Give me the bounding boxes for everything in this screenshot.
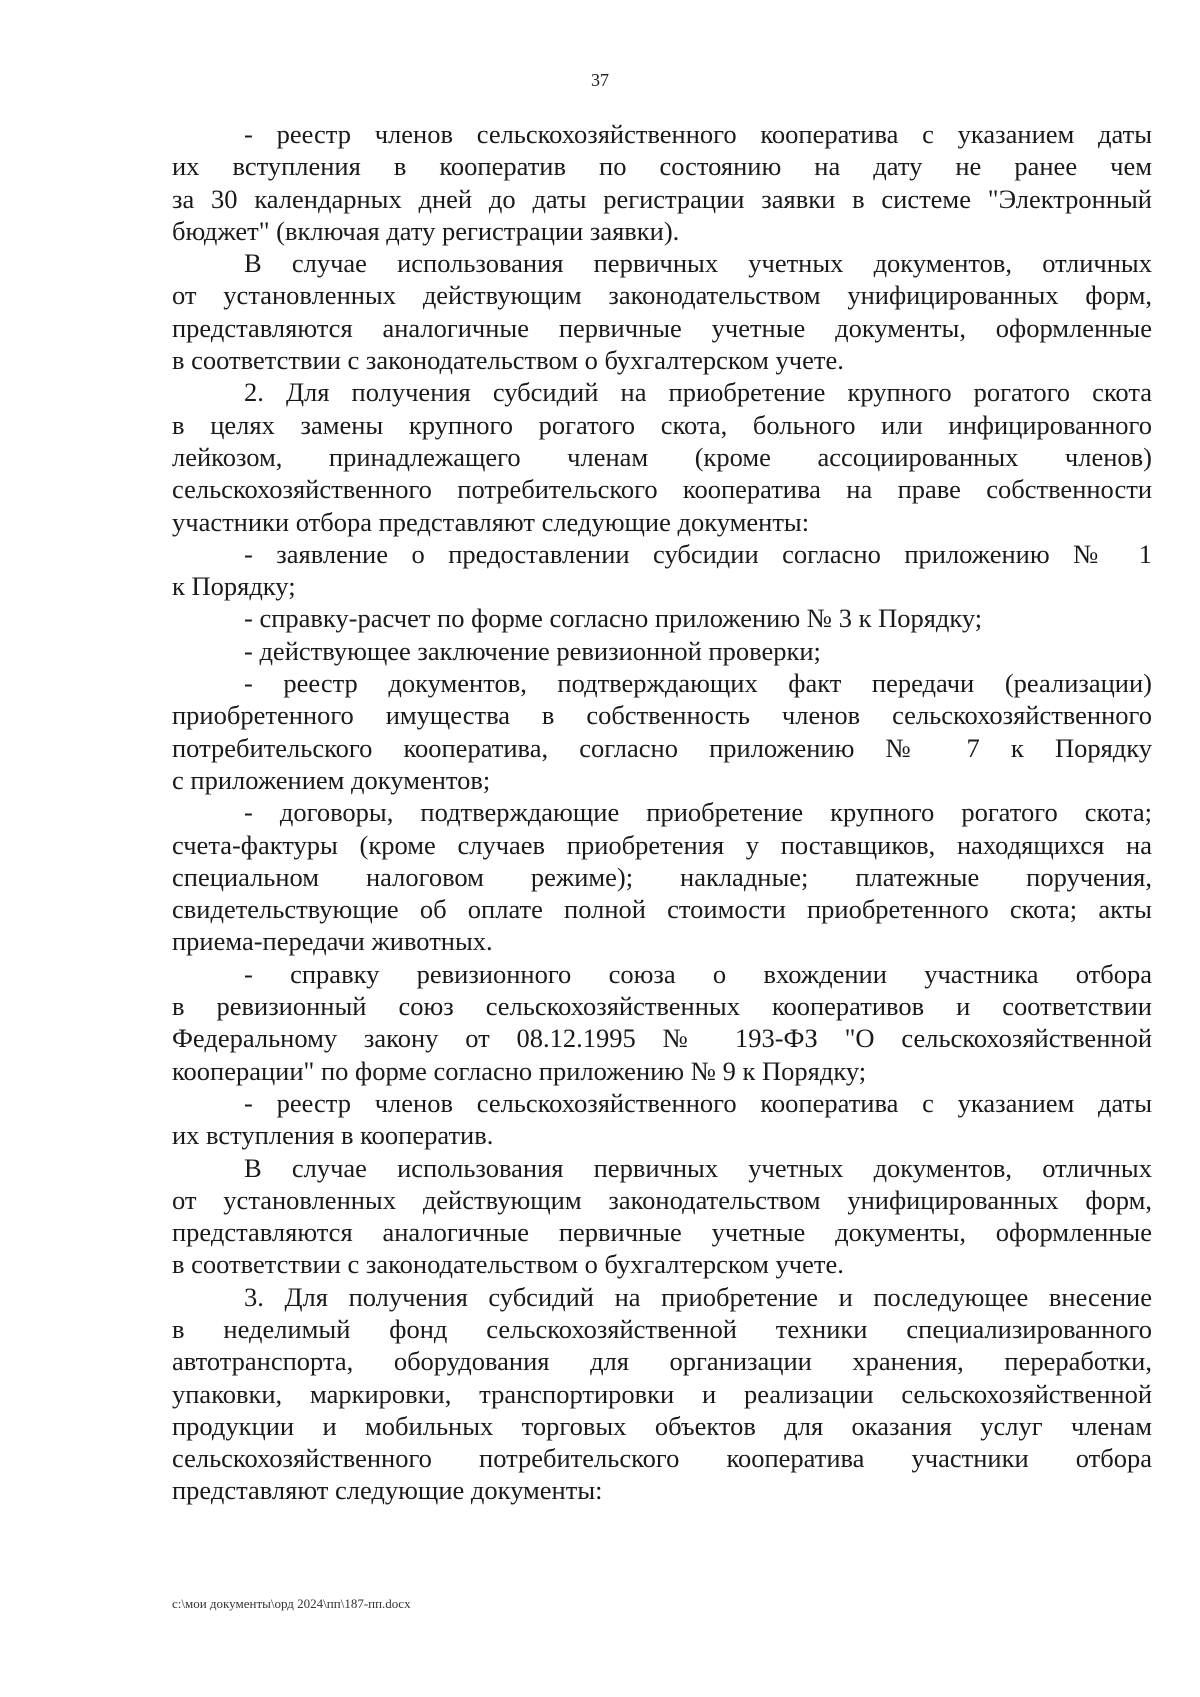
text-line: - реестр членов сельскохозяйственного кооператива с указанием даты: [244, 119, 1152, 149]
text-line: в неделимый фонд сельскохозяйственной техники специализированного: [172, 1313, 1152, 1344]
text-line: в соответствии с законодательством о бухгалтерском учете.: [172, 345, 844, 376]
text-line: потребительского кооператива, согласно приложению № 7 к Порядку: [172, 732, 1152, 763]
text-line: в соответствии с законодательством о бухгалтерском учете.: [172, 1249, 844, 1280]
text-line: автотранспорта, оборудования для организации хранения, переработки,: [172, 1346, 1152, 1377]
text-line: - договоры, подтверждающие приобретение крупного рогатого скота;: [244, 797, 1152, 828]
text-line: лейкозом, принадлежащего членам (кроме ассоциированных членов): [172, 441, 1152, 472]
page-number: 37: [591, 70, 609, 90]
text-line: представляются аналогичные первичные учетные документы, оформленные: [172, 312, 1152, 343]
text-line: - заявление о предоставлении субсидии согласно приложению № 1: [244, 538, 1152, 569]
text-line: Федеральному закону от 08.12.1995 № 193-ФЗ "О сельскохозяйственной: [172, 1023, 1152, 1054]
text-line: представляют следующие документы:: [172, 1475, 603, 1506]
text-line: - справку-расчет по форме согласно приложению № 3 к Порядку;: [244, 603, 983, 634]
text-line: кооперации" по форме согласно приложению № 9 к Порядку;: [172, 1055, 867, 1086]
text-line: их вступления в кооператив по состоянию на дату не ранее чем: [172, 151, 1152, 182]
text-line: к Порядку;: [172, 571, 296, 602]
text-line: их вступления в кооператив.: [172, 1120, 494, 1151]
text-line: с приложением документов;: [172, 764, 491, 795]
text-line: В случае использования первичных учетных документов, отличных: [244, 248, 1152, 279]
text-line: - реестр членов сельскохозяйственного кооператива с указанием даты: [244, 1087, 1152, 1118]
text-line: сельскохозяйственного потребительского кооператива участники отбора: [172, 1443, 1152, 1474]
document-body: [172, 118, 1152, 1507]
text-line: счета-фактуры (кроме случаев приобретения у поставщиков, находящихся на: [172, 829, 1152, 860]
text-line: приема-передачи животных.: [172, 926, 493, 957]
text-line: представляются аналогичные первичные учетные документы, оформленные: [172, 1217, 1152, 1248]
text-line: за 30 календарных дней до даты регистрации заявки в системе "Электронный: [172, 183, 1152, 214]
text-line: В случае использования первичных учетных документов, отличных: [244, 1152, 1152, 1183]
text-line: участники отбора представляют следующие документы:: [172, 506, 810, 537]
text-line: от установленных действующим законодательством унифицированных форм,: [172, 1184, 1152, 1215]
text-line: упаковки, маркировки, транспортировки и реализации сельскохозяйственной: [172, 1378, 1152, 1409]
text-line: в целях замены крупного рогатого скота, больного или инфицированного: [172, 409, 1152, 440]
text-line: сельскохозяйственного потребительского кооператива на праве собственности: [172, 474, 1152, 505]
text-line: от установленных действующим законодательством унифицированных форм,: [172, 280, 1152, 311]
text-line: свидетельствующие об оплате полной стоимости приобретенного скота; акты: [172, 894, 1152, 925]
text-line: 3. Для получения субсидий на приобретение и последующее внесение: [244, 1281, 1152, 1312]
text-line: приобретенного имущества в собственность членов сельскохозяйственного: [172, 700, 1152, 731]
text-line: - справку ревизионного союза о вхождении участника отбора: [244, 958, 1152, 989]
text-line: - действующее заключение ревизионной проверки;: [244, 635, 821, 666]
text-line: в ревизионный союз сельскохозяйственных кооперативов и соответствии: [172, 991, 1152, 1022]
text-line: бюджет" (включая дату регистрации заявки).: [172, 215, 680, 246]
text-line: продукции и мобильных торговых объектов для оказания услуг членам: [172, 1410, 1152, 1441]
text-line: специальном налоговом режиме); накладные; платежные поручения,: [172, 861, 1152, 892]
text-line: 2. Для получения субсидий на приобретение крупного рогатого скота: [244, 377, 1152, 408]
text-line: - реестр документов, подтверждающих факт передачи (реализации): [244, 668, 1152, 699]
file-path-footer: c:\мои документы\орд 2024\пп\187-пп.docx: [172, 1596, 411, 1611]
